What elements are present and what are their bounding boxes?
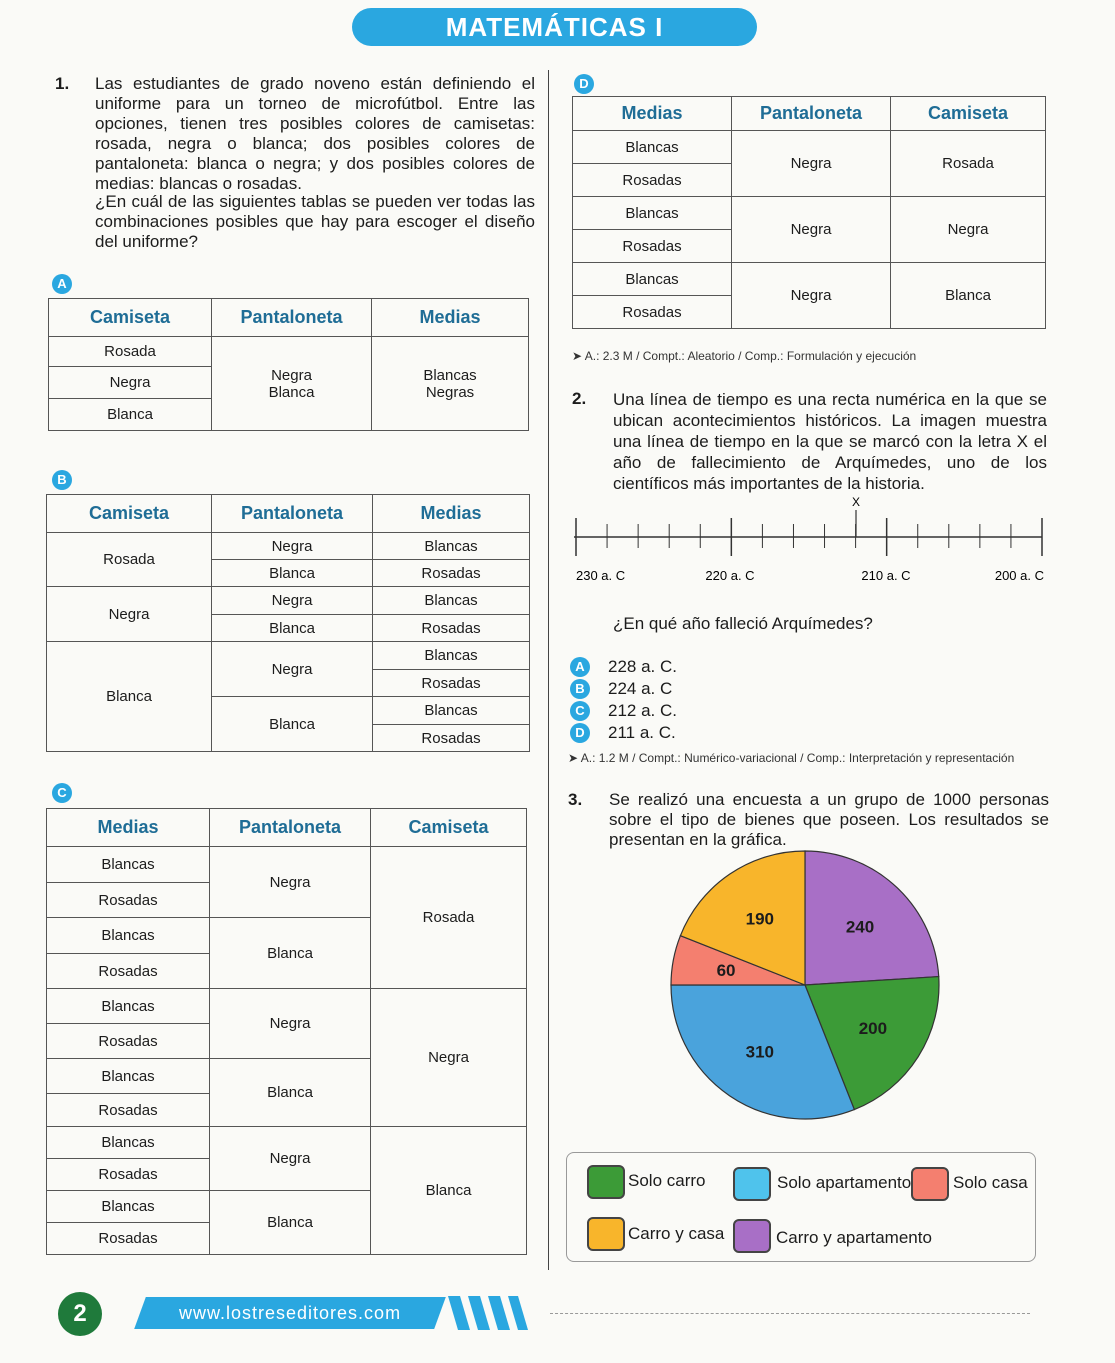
cell: Blanca	[212, 560, 373, 587]
pie-label: 190	[745, 909, 774, 929]
option-badge: A	[570, 657, 590, 677]
header-camiseta: Camiseta	[47, 495, 212, 533]
header-pantaloneta: Pantaloneta	[212, 495, 373, 533]
legend-swatch-solo-casa	[911, 1167, 949, 1201]
cell: Negra	[210, 989, 371, 1059]
timeline	[566, 492, 1052, 592]
cell-text: Negras	[425, 383, 475, 401]
q1-option-d-badge[interactable]: D	[574, 74, 594, 94]
pie-label: 200	[858, 1019, 888, 1039]
column-divider	[548, 70, 549, 1270]
cell: Blancas	[573, 263, 732, 296]
q2-question: ¿En qué año falleció Arquímedes?	[613, 614, 873, 633]
cell: Negra	[210, 1127, 371, 1191]
subject-banner	[352, 8, 757, 46]
cell: Blancas	[47, 847, 210, 883]
header-medias: Medias	[373, 495, 530, 533]
pie-label: 310	[745, 1042, 774, 1062]
cell: Blancas	[47, 989, 210, 1024]
cell: Blanca	[210, 1191, 371, 1255]
header-pantaloneta: Pantaloneta	[210, 809, 371, 847]
page-number: 2	[58, 1292, 102, 1336]
cell-text: Blancas	[423, 366, 477, 384]
cell: Rosadas	[47, 1024, 210, 1059]
legend-label: Carro y apartamento	[776, 1228, 932, 1247]
legend-swatch-carro-y-casa	[587, 1217, 625, 1251]
cell: Blanca	[49, 399, 212, 431]
cell: Rosadas	[373, 615, 530, 642]
legend-swatch-carro-y-apartamento	[733, 1219, 771, 1253]
q2-meta: ➤ A.: 1.2 M / Compt.: Numérico-variacional / Comp.: Interpretación y representación	[568, 751, 1015, 765]
timeline-label-220: 220 a. C	[705, 568, 755, 583]
cell: Blancas	[47, 1059, 210, 1094]
cell: Blancas	[47, 1191, 210, 1223]
cell: Blancas	[373, 642, 530, 670]
q2-option-d[interactable]	[570, 722, 677, 744]
q1-option-a-table	[48, 298, 529, 431]
cell: Negra	[49, 367, 212, 399]
subject-title: MATEMÁTICAS I	[445, 12, 664, 42]
q1-text: Las estudiantes de grado noveno están definiendo el uniforme para un torneo de microfútbol. Entre las opciones, tienen tres posibles colores de camisetas: rosada, negra o blanca; dos posibles colores de pantaloneta: blanca o negra; y dos posibles colores de medias: blancas o rosadas.	[95, 74, 535, 193]
cell: Rosadas	[47, 883, 210, 918]
header-pantaloneta: Pantaloneta	[732, 97, 891, 131]
q1-option-c-table	[46, 808, 527, 1255]
cell: Rosadas	[373, 725, 530, 752]
q2-option-a[interactable]	[570, 656, 677, 678]
footer-stripes	[440, 1296, 550, 1330]
cell: Blancas	[47, 1127, 210, 1159]
cell: Blanca	[210, 1059, 371, 1127]
cell-text: Negra	[271, 366, 312, 384]
cell: Negra	[212, 642, 373, 697]
cell: Rosadas	[47, 1223, 210, 1255]
cell: Rosada	[49, 337, 212, 367]
cell: Blanca	[371, 1127, 527, 1255]
cell: Negra	[212, 587, 373, 615]
cell-text: Blanca	[268, 383, 315, 401]
q1-meta-text: A.: 2.3 M / Compt.: Aleatorio / Comp.: Formulación y ejecución	[584, 349, 917, 363]
q1-question: ¿En cuál de las siguientes tablas se pueden ver todas las combinaciones posibles que hay para escoger el diseño del uniforme?	[95, 192, 535, 251]
q3-text: Se realizó una encuesta a un grupo de 1000 personas sobre el tipo de bienes que poseen. Los resultados se presentan en la gráfica.	[609, 790, 1049, 849]
timeline-label-200: 200 a. C	[994, 568, 1044, 583]
pie-label: 60	[716, 960, 736, 980]
timeline-label-210: 210 a. C	[861, 568, 911, 583]
q2-number: 2.	[572, 389, 587, 408]
cell: Blancas	[373, 533, 530, 560]
cell: Negra	[891, 197, 1046, 263]
q1-number: 1.	[55, 74, 70, 93]
cell: Blancas	[373, 587, 530, 615]
cell: Rosadas	[573, 164, 732, 197]
legend-swatch-solo-apartamento	[733, 1167, 771, 1201]
cell: Rosadas	[373, 670, 530, 697]
timeline-label-230: 230 a. C	[576, 568, 626, 583]
cell: Negra	[210, 847, 371, 918]
cell: Rosadas	[47, 1094, 210, 1127]
q1-meta: ➤ A.: 2.3 M / Compt.: Aleatorio / Comp.: Formulación y ejecución	[572, 349, 917, 363]
cell: Rosada	[371, 847, 527, 989]
option-text: 228 a. C.	[608, 657, 677, 676]
legend-label: Solo casa	[953, 1173, 1028, 1192]
cell: Rosadas	[573, 230, 732, 263]
cell: Blancas	[373, 697, 530, 725]
q1-option-b-table	[46, 494, 530, 752]
q2-meta-text: A.: 1.2 M / Compt.: Numérico-variacional / Comp.: Interpretación y representación	[580, 751, 1015, 765]
cell: Negra	[732, 197, 891, 263]
cell: Rosada	[891, 131, 1046, 197]
q1-option-b-badge[interactable]: B	[52, 470, 72, 490]
cell: Blanca	[47, 642, 212, 752]
option-badge: D	[570, 723, 590, 743]
cell-socks	[372, 337, 529, 431]
q2-options	[570, 656, 677, 744]
cell: Blancas	[573, 131, 732, 164]
website-link[interactable]: www.lostreseditores.com	[178, 1303, 402, 1323]
header-pantaloneta: Pantaloneta	[212, 299, 372, 337]
pie-label: 240	[845, 917, 875, 937]
cell: Rosadas	[47, 954, 210, 989]
q2-text: Una línea de tiempo es una recta numérica en la que se ubican acontecimientos históricos. La imagen muestra una línea de tiempo en la que se marcó con la letra X el año de fallecimiento de Arquímedes, uno de los científicos más importantes de la historia.	[613, 390, 1047, 493]
legend-swatch-solo-carro	[587, 1165, 625, 1199]
cell: Negra	[47, 587, 212, 642]
website-banner[interactable]	[134, 1297, 446, 1329]
cell: Negra	[732, 263, 891, 329]
option-text: 224 a. C	[608, 679, 673, 698]
cell: Negra	[732, 131, 891, 197]
header-medias: Medias	[47, 809, 210, 847]
cell: Blanca	[212, 615, 373, 642]
cell: Blanca	[891, 263, 1046, 329]
cell: Blancas	[573, 197, 732, 230]
pie-chart	[660, 840, 950, 1130]
cell: Negra	[371, 989, 527, 1127]
cell: Rosada	[47, 533, 212, 587]
footer-dotted-line	[550, 1313, 1030, 1314]
header-medias: Medias	[573, 97, 732, 131]
cell-pants	[212, 337, 372, 431]
cell: Rosadas	[573, 296, 732, 329]
cell: Rosadas	[373, 560, 530, 587]
q1-option-d-table	[572, 96, 1046, 329]
q1-option-c-badge[interactable]: C	[52, 783, 72, 803]
legend-label: Solo apartamento	[777, 1173, 912, 1192]
q1-option-a-badge[interactable]: A	[52, 274, 72, 294]
option-badge: B	[570, 679, 590, 699]
cell: Blanca	[212, 697, 373, 752]
cell: Blanca	[210, 918, 371, 989]
cell: Negra	[212, 533, 373, 560]
legend-label: Solo carro	[628, 1171, 706, 1190]
q2-option-b[interactable]	[570, 678, 677, 700]
timeline-marker: X	[851, 495, 861, 509]
cell: Rosadas	[47, 1159, 210, 1191]
chart-legend	[566, 1152, 1036, 1262]
option-text: 212 a. C.	[608, 701, 677, 720]
header-camiseta: Camiseta	[49, 299, 212, 337]
legend-label: Carro y casa	[628, 1224, 725, 1243]
option-text: 211 a. C.	[608, 723, 676, 742]
header-camiseta: Camiseta	[371, 809, 527, 847]
q2-option-c[interactable]	[570, 700, 677, 722]
header-camiseta: Camiseta	[891, 97, 1046, 131]
q3-number: 3.	[568, 790, 583, 809]
option-badge: C	[570, 701, 590, 721]
cell: Blancas	[47, 918, 210, 954]
header-medias: Medias	[372, 299, 529, 337]
